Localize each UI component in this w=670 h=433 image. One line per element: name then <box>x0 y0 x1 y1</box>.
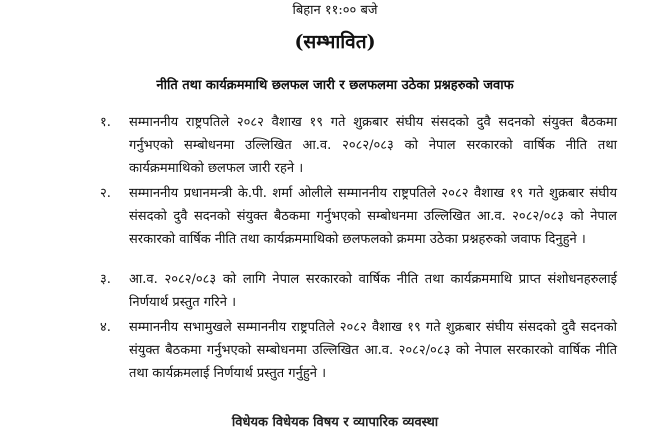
item-text: आ.व. २०८२/०८३ को लागि नेपाल सरकारको वार्षिक नीति तथा कार्यक्रममाथि प्राप्त संशोधनहरुलाई निर्णयार्थ प्रस्तुत गरिने । <box>129 272 617 310</box>
item-text: सम्माननीय प्रधानमन्त्री के.पी. शर्मा ओलीले सम्माननीय राष्ट्रपतिले २०८२ वैशाख १९ गते शुक्रबार संघीय संसदको दुवै सदनको संयुक्त बैठकमा गर्नुभएको सम्बोधनमा उल्लिखित आ.व. २०८२/०८३ को नेपाल सरकारको वार्षिक नीति तथा कार्यक्रममाथिको छलफलको क्रममा उठेका प्रश्नहरुको जवाफ दिनुहुने । <box>129 186 617 247</box>
agenda-heading: नीति तथा कार्यक्रममाथि छलफल जारी र छलफलमा उठेका प्रश्नहरुको जवाफ <box>156 78 514 93</box>
item-text: सम्माननीय सभामुखले सम्माननीय राष्ट्रपतिले २०८२ वैशाख १९ गते शुक्रबार संघीय संसदको दुवै सदनको संयुक्त बैठकमा गर्नुभएको सम्बोधनमा उल्लिखित आ.व. २०८२/०८३ को नेपाल सरकारको वार्षिक नीति तथा कार्यक्रमलाई निर्णयार्थ प्रस्तुत गर्नुहुने । <box>129 320 617 381</box>
cut-off-footer-heading <box>170 409 500 430</box>
item-number: १. <box>100 115 111 130</box>
item-number: २. <box>100 186 111 201</box>
item-text: सम्माननीय राष्ट्रपतिले २०८२ वैशाख १९ गते शुक्रबार संघीय संसदको दुवै सदनको संयुक्त बैठकमा गर्नुभएको सम्बोधनमा उल्लिखित आ.व. २०८२/०८३ को नेपाल सरकारको वार्षिक नीति तथा कार्यक्रममाथिको छलफल जारी रहने । <box>129 115 617 176</box>
item-number: ३. <box>100 272 111 287</box>
item-number: ४. <box>100 320 111 335</box>
meeting-time: बिहान ११:०० बजे <box>292 3 378 18</box>
footer-partial-text: विधेयक विधेयक विषय र व्यापारिक व्यवस्था <box>231 415 439 430</box>
status-label: (सम्भावित) <box>294 31 376 53</box>
